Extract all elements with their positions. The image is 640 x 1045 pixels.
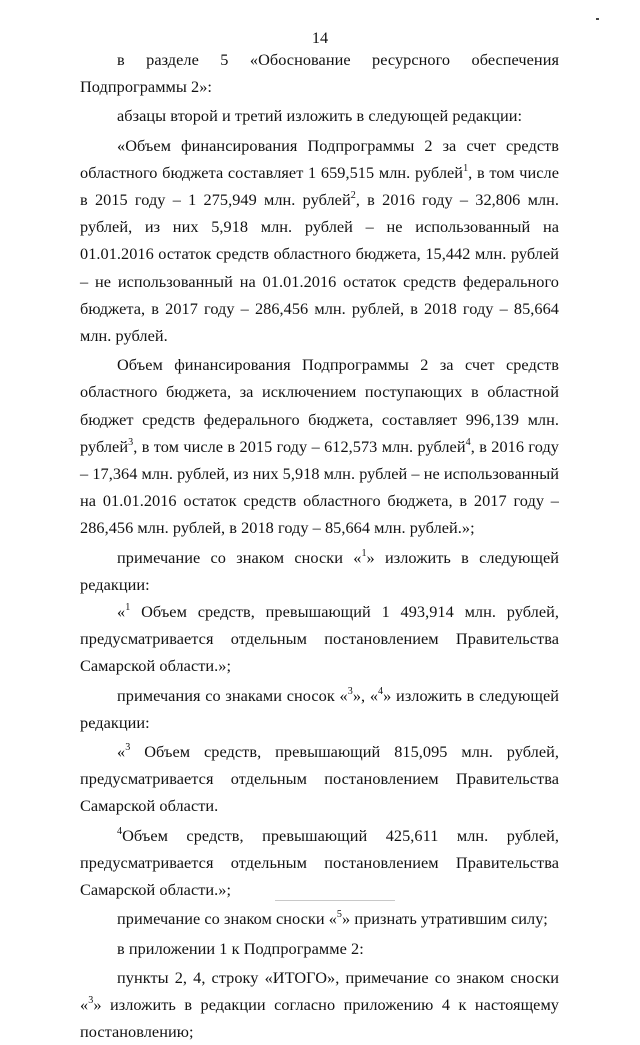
text-run: , в 2016 году – 32,806 млн. рублей, из них 5,918 млн. рублей – не использованный на 01.01.2016 остаток средств областного бюджета, 15,442 млн. рублей – не использованный на 01.01.2016 остаток средств федерального бюджета, в 2017 году – 286,456 млн. рублей, в 2018 году – 85,664 млн. рублей. — [80, 190, 559, 346]
footnote-marker: 1 — [463, 162, 469, 174]
paragraph-note-1-instruction — [80, 544, 559, 598]
text-run: Объем средств, превышающий 815,095 млн. рублей, предусматривается отдельным постановлением Правительства Самарской области. — [80, 742, 559, 816]
paragraph-appendix-items — [80, 964, 559, 1045]
text-run: пункты 2, 4, строку «ИТОГО», примечание со знаком сноски « — [80, 967, 559, 1014]
footnote-marker: 3 — [88, 994, 94, 1006]
text-run: Объем средств, превышающий 1 493,914 млн. рублей, предусматривается отдельным постановлением Правительства Самарской области.»; — [80, 602, 559, 676]
footnote-marker: 1 — [125, 602, 131, 613]
paragraph-financing-total — [80, 132, 559, 350]
text-run: примечание со знаком сноски « — [117, 909, 337, 929]
scan-artifact-dot — [596, 18, 599, 20]
text-run: Объем средств, превышающий 425,611 млн. рублей, предусматривается отдельным постановлением Правительства Самарской области.»; — [80, 825, 559, 900]
paragraph-section-5-intro: в разделе 5 «Обоснование ресурсного обеспечения Подпрограммы 2»: — [80, 50, 559, 97]
footnote-marker: 3 — [125, 742, 131, 754]
paragraph-note-5-instruction — [80, 905, 559, 932]
paragraph-note-3-text — [80, 738, 559, 820]
paragraph-note-1-text — [80, 598, 559, 680]
footnote-marker: 3 — [347, 685, 353, 697]
text-run: примечания со знаками сносок « — [117, 685, 348, 705]
text-run: » изложить в следующей редакции: — [80, 547, 560, 594]
paragraph-financing-regional — [80, 351, 559, 541]
text-run: «Объем финансирования Подпрограммы 2 за счет средств областного бюджета составляет 1 659,515 млн. рублей — [80, 135, 559, 182]
footnote-marker: 5 — [336, 909, 343, 921]
text-run: , в 2016 году – 17,364 млн. рублей, из них 5,918 млн. рублей – не использованный на 01.01.2016 остаток средств областного бюджета, в 2017 году – 286,456 млн. рублей, в 2018 году – 85,664 млн. рублей.»; — [80, 436, 559, 538]
footnote-marker: 4 — [117, 825, 123, 837]
bottom-edge-line — [275, 900, 395, 901]
text-run: », « — [352, 685, 379, 705]
paragraph-notes-3-4-instruction — [80, 682, 559, 736]
footnote-marker: 4 — [378, 685, 384, 697]
text-run: » признать утратившим силу; — [342, 909, 548, 929]
footnote-marker: 1 — [361, 547, 367, 559]
text-run: » изложить в редакции согласно приложению 4 к настоящему постановлению; — [80, 994, 559, 1042]
text-run: « — [117, 742, 126, 762]
text-run: , в том числе в 2015 году – 612,573 млн. рублей — [133, 436, 466, 456]
footnote-marker: 2 — [350, 189, 356, 201]
page-number: 14 — [311, 28, 329, 47]
paragraph-abzacy-instruction: абзацы второй и третий изложить в следующей редакции: — [117, 106, 523, 126]
footnote-marker: 3 — [128, 436, 134, 448]
text-run: » изложить в следующей редакции: — [80, 685, 559, 732]
text-run: Объем финансирования Подпрограммы 2 за счет средств областного бюджета, за исключением поступающих в областной бюджет средств федерального бюджета, составляет 996,139 млн. рублей — [80, 355, 559, 456]
footnote-marker: 4 — [465, 436, 471, 448]
text-run: « — [117, 602, 126, 622]
paragraph-appendix-1: в приложении 1 к Подпрограмме 2: — [117, 938, 364, 958]
document-body — [80, 46, 559, 1045]
text-run: , в том числе в 2015 году – 1 275,949 млн. рублей — [80, 162, 559, 210]
paragraph-note-4-text — [80, 822, 559, 904]
text-run: примечание со знаком сноски « — [117, 547, 362, 567]
